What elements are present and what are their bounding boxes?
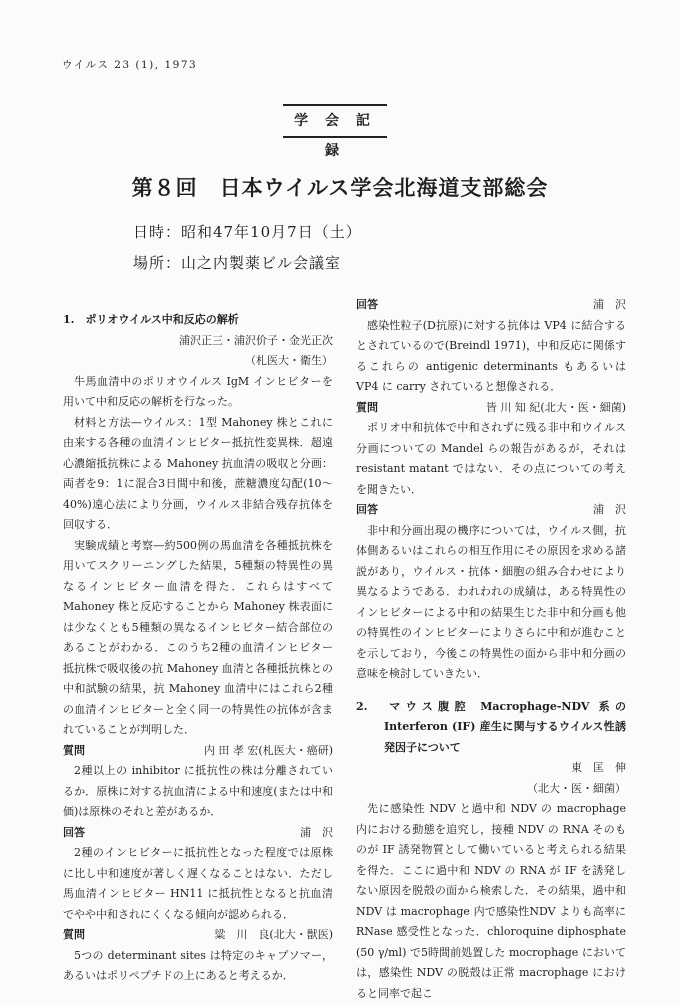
question-label: 質問 (63, 743, 85, 757)
page-title: 第８回 日本ウイルス学会北海道支部総会 (131, 175, 549, 200)
question-text: ポリオ中和抗体で中和されずに残る非中和ウイルス分画についての Mandel らの報告があるが，それは resistant matant ではない．その点についての考えを聞きたい． (356, 421, 626, 496)
article2-title: 2. マウス腹腔 Macrophage-NDV 系の Interferon (IF) 産生に関与するウイルス性誘発因子について (356, 699, 626, 754)
questioner: 粱 川 良(北大・獣医) (214, 928, 333, 941)
paragraph: 先に感染性 NDV と過中和 NDV の macrophage 内における動態を追究し，接種 NDV の RNA そのものが IF 誘発物質として働いていると考えられる結果を得た．ここに過中和 NDV の RNA が IF を誘発しない原因を脱殻の面から検索した．その結果，過中和NDV は macrophage 内で感染性NDV よりも高率に RNase 感受性となった．chloroquine diphosphate (50 γ/ml) で5時間前処置した mocrophage においては，感染性 NDV の脱殻は正常 macrophage におけると同率で起こ (356, 802, 626, 1000)
question-text: 2種以上の inhibitor に抵抗性の株は分離されているか．原株に対する抗血清による中和速度(または中和価)は原株のそれと差があるか． (63, 764, 333, 818)
answerer: 浦 沢 (593, 298, 626, 311)
article1-affiliation: （札医大・衛生） (245, 354, 333, 367)
running-header: ウイルス 23 (1), 1973 (62, 59, 198, 71)
questioner: 内 田 孝 宏(札医大・癌研) (203, 743, 333, 757)
paragraph: 実験成績と考察—約500例の馬血清を各種抵抗株を用いてスクリーニングした結果，5種類の特異性の異なるインヒビター血清を得た．これらはすべて Mahoney 株と反応することから Mahoney 株表面には少なくとも5種類の異なるインヒビター結合部位のあることがわかる．このうち2種の血清インヒビター抵抗株で吸収後の抗 Mahoney 血清と各種抵抗株との中和試験の結果，抗 Mahoney 血清中にはこれら2種の血清インヒビターと全く同一の特異性の抗体が含まれていることが判明した． (63, 538, 333, 736)
question-label: 質問 (356, 400, 378, 414)
answer-label: 回答 (356, 503, 378, 516)
paragraph: 牛馬血清中のポリオウイルス IgM インヒビターを用いて中和反応の解析を行なった。 (63, 374, 333, 408)
paragraph: 材料と方法—ウイルス：1型 Mahoney 株とこれに由来する各種の血清インヒビター抵抗性変異株．超遠心濃縮抵抗株による Mahoney 抗血清の吸収と分画：両者を9：1に混合3日間中和後，蔗糖濃度勾配(10〜40%)遠心法により分画，ウイルス非結合残存抗体を回収する． (63, 415, 333, 531)
answer-text: 非中和分画出現の機序については，ウイルス側，抗体側あるいはこれらの相互作用にその原因を求める諸説があり，ウイルス・抗体・細胞の組み合わせにより異なるようである．われわれの成績は，ある特異性のインヒビターによる中和の結果生じた非中和分画も他の特異性のインヒビターによりさらに中和が進むことを示しており，今後この特異性の面から非中和分画の意味を検討していきたい． (356, 523, 626, 680)
article1-title: 1. ポリオウイルス中和反応の解析 (63, 313, 239, 326)
date-line: 日時：昭和47年10月7日（土） (133, 223, 362, 241)
article2-author: 東 匡 伸 (571, 761, 626, 774)
left-column (63, 310, 333, 987)
article1-authors: 浦沢正三・浦沢价子・金光正次 (179, 333, 333, 347)
answer-header (63, 823, 333, 844)
question-header (356, 398, 626, 419)
answer-text: 感染性粒子(D抗原)に対する抗体は VP4 に結合するとされているので(Breindl 1971)，中和反応に関係するこれらの antigenic determinants もあるいは VP4 に carry されていると想像される． (356, 318, 626, 393)
answer-label: 回答 (356, 298, 378, 311)
article2-affiliation: （北大・医・細菌） (527, 781, 626, 795)
answer-text: 2種のインヒビターに抵抗性となった程度では原株に比し中和速度が著しく遅くなることはない．ただし馬血清インヒビター HN11 に抵抗性となると抗血清でやや中和されにくくなる傾向が認められる． (63, 846, 333, 921)
right-column (356, 295, 626, 1004)
answerer: 浦 沢 (593, 503, 626, 516)
answer-header (356, 295, 626, 316)
answer-header (356, 500, 626, 521)
section-label: 学 会 記 録 (283, 104, 387, 138)
answerer: 浦 沢 (300, 825, 333, 839)
question-header (63, 925, 333, 946)
spacer (356, 685, 626, 697)
questioner: 皆 川 知 紀(北大・医・細菌) (485, 400, 626, 414)
answer-label: 回答 (63, 825, 85, 839)
question-label: 質問 (63, 928, 85, 941)
question-header (63, 741, 333, 762)
question-text: 5つの determinant sites は特定のキャプソマー，あるいはポリペプチドの上にあると考えるか． (63, 948, 333, 982)
place-line: 場所：山之内製薬ビル会議室 (133, 254, 342, 272)
